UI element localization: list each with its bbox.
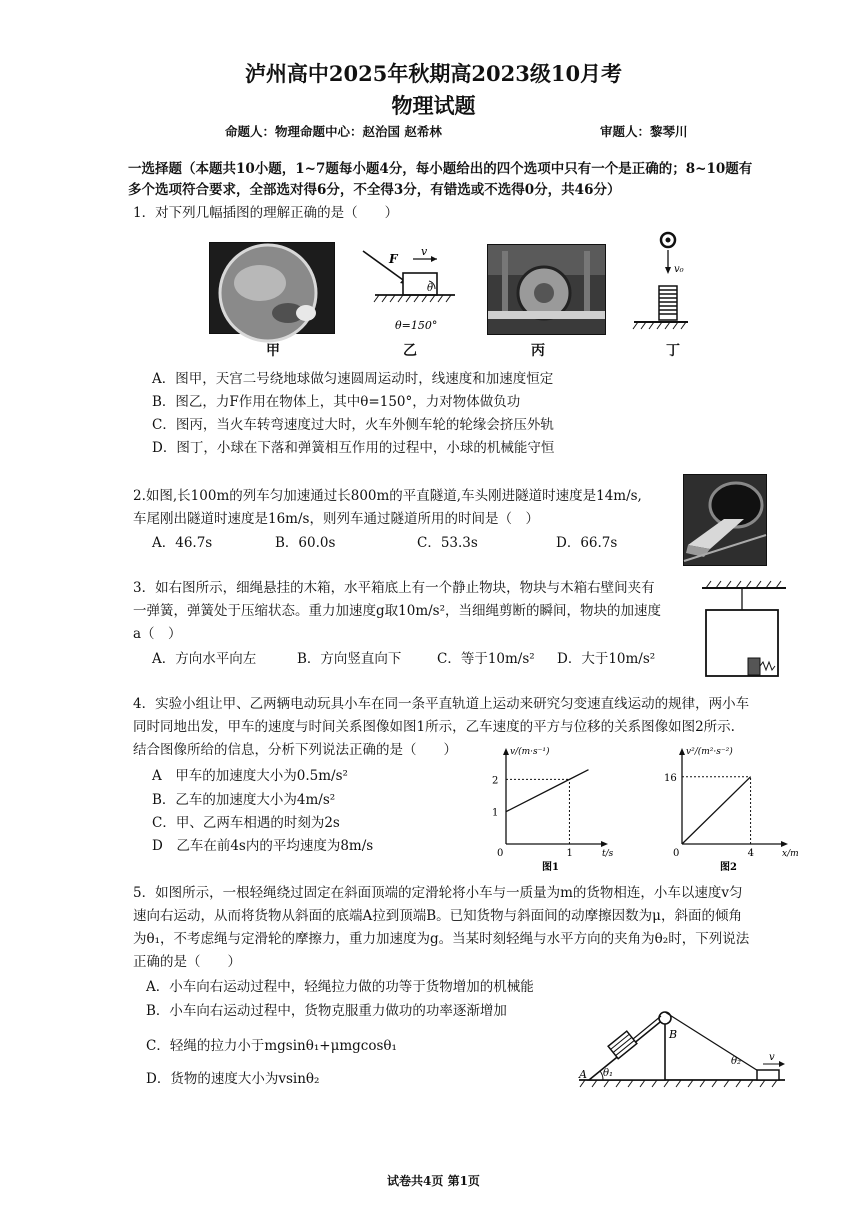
exam-title: 泸州高中2025年秋期高2023级10月考: [244, 61, 623, 86]
q4-option-d: D 乙车在前4s内的平均速度为8m/s: [152, 838, 374, 854]
q4-option-c: C．甲、乙两车相遇的时刻为2s: [152, 815, 340, 831]
chart-title: 图2: [720, 862, 737, 873]
x-tick-label: 0: [673, 848, 680, 859]
q5-line4: 正确的是（ ）: [133, 954, 241, 970]
q5-option-a: A．小车向右运动过程中，轻绳拉力做的功等于货物增加的机械能: [146, 979, 534, 995]
q2-option-a: A．46.7s: [152, 535, 213, 551]
q2-options: [152, 532, 672, 554]
y-axis-label: v²/(m²·s⁻²): [686, 747, 733, 757]
q4-line1: 4．实验小组让甲、乙两辆电动玩具小车在同一条平直轨道上运动来研究匀变速直线运动的规律，两小车: [133, 696, 750, 712]
exam-subtitle: 物理试题: [391, 93, 476, 118]
caption-bing: 丙: [531, 343, 545, 359]
q3-line3: a（ ）: [133, 626, 182, 642]
q3-line1: 3．如右图所示，细绳悬挂的木箱，水平箱底上有一个静止物块，物块与木箱右壁间夹有: [133, 580, 655, 596]
q4-line2: 同时同地出发，甲车的速度与时间关系图像如图1所示，乙车速度的平方与位移的关系图像如图2所示.: [133, 719, 735, 735]
q2-line2: 车尾刚出隧道时速度是16m/s，则列车通过隧道所用的时间是（ ）: [133, 511, 539, 527]
q2-line1: 2.如图,长100m的列车匀加速通过长800m的平直隧道,车头刚进隧道时速度是14m/s,: [133, 488, 642, 504]
q3-line2: 一弹簧，弹簧处于压缩状态。重力加速度g取10m/s²，当细绳剪断的瞬间，物块的加速度: [133, 603, 662, 619]
page-footer: 试卷共4页 第1页: [387, 1174, 480, 1188]
q3-option-b: B．方向竖直向下: [297, 651, 402, 667]
x-tick-label: 4: [747, 848, 754, 859]
angle-value-label: θ=150°: [395, 319, 438, 332]
data-line: [682, 777, 751, 844]
reviewer: 审题人：黎琴川: [600, 124, 688, 139]
q1-option-c: C．图丙，当火车转弯速度过大时，火车外侧车轮的轮缘会挤压外轨: [152, 417, 554, 433]
theta1-label: θ₁: [603, 1068, 614, 1079]
q3-options: [152, 648, 672, 670]
x-axis-label: t/s: [602, 849, 614, 859]
section-instructions-line1: 一选择题（本题共10小题，1~7题每小题4分，每小题给出的四个选项中只有一个是正确的；8~10题有: [128, 161, 753, 177]
q2-option-d: D．66.7s: [556, 535, 618, 551]
authors: 命题人：物理命题中心：赵治国 赵希林: [225, 124, 442, 139]
q4-option-a: A 甲车的加速度大小为0.5m/s²: [152, 768, 348, 784]
train-turn-image: [488, 245, 605, 334]
q2-option-c: C．53.3s: [417, 535, 478, 551]
q1-option-a: A．图甲，天宫二号绕地球做匀速圆周运动时，线速度和加速度恒定: [152, 371, 554, 387]
chart-title: 图1: [542, 862, 559, 873]
q4-option-b: B．乙车的加速度大小为4m/s²: [152, 792, 336, 808]
theta2-label: θ₂: [731, 1056, 742, 1067]
q1-option-b: B．图乙，力F作用在物体上，其中θ=150°，力对物体做负功: [152, 394, 521, 410]
train-tunnel-image: [684, 475, 766, 565]
x-axis-arrow: [781, 841, 788, 847]
point-a-label: A: [579, 1068, 587, 1081]
x-tick-label: 0: [497, 848, 504, 859]
earth-satellite-image: [210, 243, 334, 333]
y-tick-label: 16: [664, 772, 677, 784]
tunnel-train-photo: [683, 474, 767, 566]
y-tick-label: 2: [492, 775, 499, 787]
q5-line2: 速向右运动，从而将货物从斜面的底端A拉到顶端B。已知货物与斜面间的动摩擦因数为μ，斜面的倾角: [133, 908, 742, 924]
section-instructions-line2: 多个选项符合要求，全部选对得6分，不全得3分，有错选或不选得0分，共46分）: [128, 182, 621, 198]
caption-jia: 甲: [266, 343, 280, 359]
q1-option-d: D．图丁，小球在下落和弹簧相互作用的过程中，小球的机械能守恒: [152, 440, 555, 456]
q1-stem: 1．对下列几幅插图的理解正确的是（ ）: [133, 205, 399, 221]
chart-2-velocity-squared-displacement: [660, 738, 810, 873]
figure-ding-diagram: [630, 230, 690, 338]
y-axis-label: v/(m·s⁻¹): [510, 747, 550, 757]
q5-option-b: B．小车向右运动过程中，货物克服重力做功的功率逐渐增加: [146, 1003, 507, 1019]
angle-symbol: θ: [427, 283, 434, 294]
y-axis-arrow: [679, 748, 685, 755]
velocity-label: v: [421, 245, 428, 258]
force-label: F: [389, 252, 398, 266]
y-axis-arrow: [503, 748, 509, 755]
q3-option-d: D．大于10m/s²: [557, 651, 656, 667]
chart-1-velocity-time: [490, 738, 620, 873]
q3-box-diagram: [700, 580, 790, 680]
caption-yi: 乙: [403, 343, 417, 359]
cart-velocity-label: v: [769, 1052, 775, 1063]
x-tick-label: 1: [566, 848, 573, 859]
data-line: [506, 770, 588, 812]
q5-incline-diagram: [575, 1004, 790, 1088]
figure-bing-photo: [487, 244, 606, 335]
point-b-label: B: [669, 1028, 678, 1041]
caption-ding: 丁: [666, 343, 680, 359]
q3-option-a: A．方向水平向左: [152, 651, 257, 667]
q5-option-d: D．货物的速度大小为vsinθ₂: [146, 1071, 320, 1087]
y-tick-label: 1: [492, 807, 499, 819]
q3-option-c: C．等于10m/s²: [437, 651, 535, 667]
initial-velocity-label: v₀: [674, 264, 684, 275]
q4-line3: 结合图像所给的信息，分析下列说法正确的是（ ）: [133, 742, 457, 758]
q2-option-b: B．60.0s: [275, 535, 336, 551]
figure-jia-photo: [209, 242, 335, 334]
q5-option-c: C．轻绳的拉力小于mgsinθ₁+μmgcosθ₁: [146, 1038, 397, 1054]
figure-yi-diagram: [355, 243, 465, 335]
x-axis-arrow: [601, 841, 608, 847]
x-axis-label: x/m: [782, 849, 799, 859]
q5-line3: 为θ₁，不考虑绳与定滑轮的摩擦力，重力加速度为g。当某时刻轻绳与水平方向的夹角为θ₂时，下列说法: [133, 931, 750, 947]
q5-line1: 5．如图所示，一根轻绳绕过固定在斜面顶端的定滑轮将小车与一质量为m的货物相连，小车以速度v匀: [133, 885, 743, 901]
